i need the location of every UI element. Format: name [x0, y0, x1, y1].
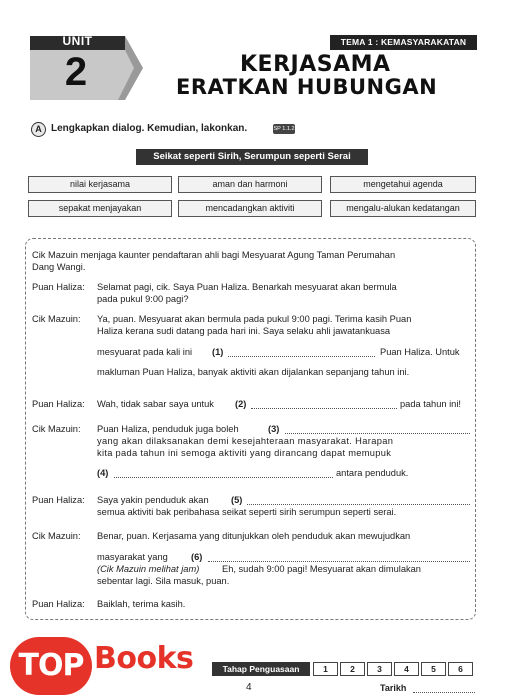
answer-blank-5[interactable]	[247, 504, 470, 505]
dialog-line: yang akan dilaksanakan demi kesejahteraan masyarakat. Harapan	[97, 436, 394, 446]
answer-blank-1[interactable]	[228, 356, 375, 357]
speaker-label: Puan Haliza:	[32, 282, 85, 292]
section-a-instruction: Lengkapkan dialog. Kemudian, lakonkan.	[51, 123, 248, 134]
blank-number: (3)	[268, 424, 280, 434]
dialog-line: Wah, tidak sabar saya untuk	[97, 399, 214, 409]
dialog-line: pada tahun ini!	[400, 399, 461, 409]
dialog-line: masyarakat yang	[97, 552, 168, 562]
dialog-intro: Cik Mazuin menjaga kaunter pendaftaran ahli bagi Mesyuarat Agung Taman Perumahan	[32, 250, 396, 260]
answer-blank-2[interactable]	[251, 408, 397, 409]
word-box: nilai kerjasama	[28, 176, 172, 193]
speaker-label: Puan Haliza:	[32, 495, 85, 505]
dialog-line: kita pada tahun ini semoga aktiviti yang dirancang dapat memupuk	[97, 448, 392, 458]
date-label: Tarikh	[380, 683, 407, 693]
dialog-line: Benar, puan. Kerjasama yang ditunjukkan oleh penduduk akan mewujudkan	[97, 531, 411, 541]
mastery-level-cell[interactable]: 3	[367, 662, 392, 676]
theme-label: TEMA 1 : KEMASYARAKATAN	[330, 35, 477, 50]
mastery-level-cell[interactable]: 5	[421, 662, 446, 676]
speaker-label: Cik Mazuin:	[32, 531, 81, 541]
mastery-level-cell[interactable]: 6	[448, 662, 473, 676]
word-box: mengalu-alukan kedatangan	[330, 200, 476, 217]
word-box: mencadangkan aktiviti	[178, 200, 322, 217]
blank-number: (5)	[231, 495, 243, 505]
word-box: mengetahui agenda	[330, 176, 476, 193]
section-a-marker: A	[31, 122, 46, 137]
dialog-line: Eh, sudah 9:00 pagi! Mesyuarat akan dimulakan	[222, 564, 421, 574]
page-number: 4	[246, 682, 252, 693]
mastery-level-cell[interactable]: 2	[340, 662, 365, 676]
mastery-level-label: Tahap Penguasaan	[212, 662, 310, 676]
proverb-banner: Seikat seperti Sirih, Serumpun seperti Serai	[136, 149, 368, 165]
dialog-line: Puan Haliza, penduduk juga boleh	[97, 424, 239, 434]
word-box: aman dan harmoni	[178, 176, 322, 193]
topbooks-logo-top: TOP	[10, 637, 92, 695]
topbooks-logo-books: Books	[94, 641, 194, 676]
speaker-label: Puan Haliza:	[32, 599, 85, 609]
answer-blank-4[interactable]	[114, 477, 333, 478]
dialog-line: Ya, puan. Mesyuarat akan bermula pada pukul 9:00 pagi. Terima kasih Puan	[97, 314, 412, 324]
mastery-level-cell[interactable]: 1	[313, 662, 338, 676]
dialog-intro: Dang Wangi.	[32, 262, 86, 272]
answer-blank-6[interactable]	[208, 561, 470, 562]
page-title-line2: ERATKAN HUBUNGAN	[176, 75, 438, 99]
dialog-line: Haliza kerana sudi datang pada hari ini. Saya selaku ahli jawatankuasa	[97, 326, 391, 336]
stage-direction: (Cik Mazuin melihat jam)	[97, 564, 200, 574]
unit-label: UNIT	[62, 34, 93, 48]
date-field[interactable]	[413, 692, 475, 693]
dialog-line: Baiklah, terima kasih.	[97, 599, 186, 609]
blank-number: (4)	[97, 468, 109, 478]
dialog-line: Puan Haliza. Untuk	[380, 347, 460, 357]
sp-badge: SP 1.1.2	[273, 126, 295, 132]
speaker-label: Cik Mazuin:	[32, 314, 81, 324]
dialog-line: makluman Puan Haliza, banyak aktiviti akan dijalankan sepanjang tahun ini.	[97, 367, 410, 377]
blank-number: (2)	[235, 399, 247, 409]
speaker-label: Cik Mazuin:	[32, 424, 81, 434]
page-title-line1: KERJASAMA	[240, 52, 391, 77]
dialog-line: sebentar lagi. Sila masuk, puan.	[97, 576, 230, 586]
unit-number: 2	[64, 50, 88, 94]
word-box: sepakat menjayakan	[28, 200, 172, 217]
dialog-line: Selamat pagi, cik. Saya Puan Haliza. Benarkah mesyuarat akan bermula	[97, 282, 397, 292]
answer-blank-3[interactable]	[285, 433, 470, 434]
dialog-line: antara penduduk.	[336, 468, 409, 478]
blank-number: (6)	[191, 552, 203, 562]
speaker-label: Puan Haliza:	[32, 399, 85, 409]
dialog-line: Saya yakin penduduk akan	[97, 495, 209, 505]
mastery-level-cell[interactable]: 4	[394, 662, 419, 676]
dialog-line: semua aktiviti bak peribahasa seikat seperti sirih serumpun seperti serai.	[97, 507, 397, 517]
dialog-line: pada pukul 9:00 pagi?	[97, 294, 189, 304]
dialog-line: mesyuarat pada kali ini	[97, 347, 193, 357]
blank-number: (1)	[212, 347, 224, 357]
